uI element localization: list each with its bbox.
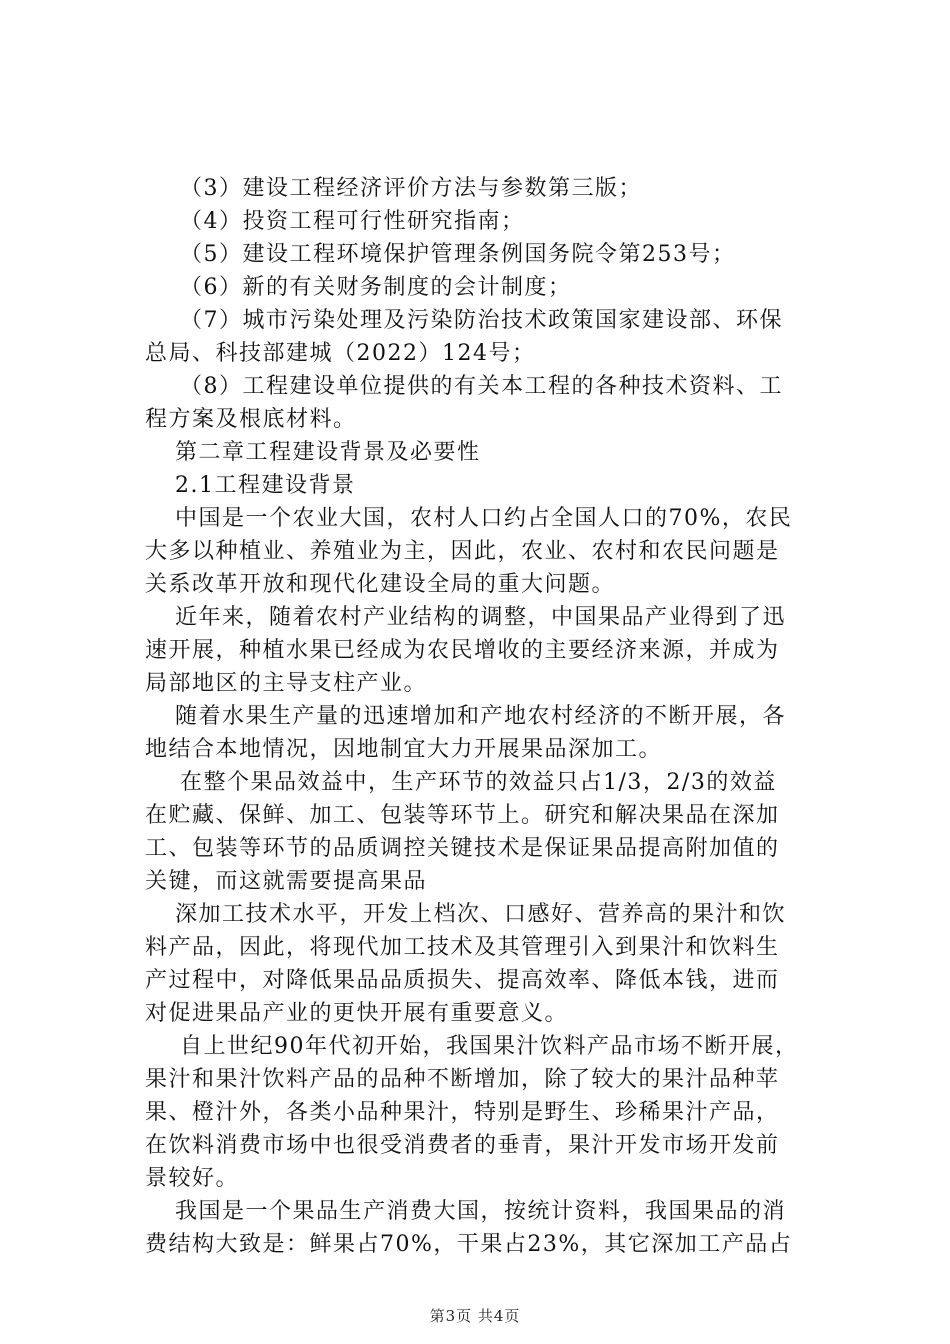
text-line: 费结构大致是：鲜果占70%，干果占23%，其它深加工产品占 (145, 1232, 793, 1257)
text-line: 总局、科技部建城（2022）124号； (145, 341, 536, 366)
text-line: （7）城市污染处理及污染防治技术政策国家建设部、环保 (180, 308, 783, 333)
section-heading: 2.1工程建设背景 (175, 473, 356, 498)
text-line: （4）投资工程可行性研究指南； (180, 209, 525, 234)
text-line: 关键，而这就需要提高果品 (145, 869, 428, 894)
text-line: 在饮料消费市场中也很受消费者的垂青，果汁开发市场开发前 (145, 1133, 780, 1158)
text-line: 随着水果生产量的迅速增加和产地农村经济的不断开展，各 (175, 704, 787, 729)
text-line: （6）新的有关财务制度的会计制度； (180, 275, 572, 300)
text-line: 工、包装等环节的品质调控关键技术是保证果品提高附加值的 (145, 836, 780, 861)
chapter-heading: 第二章工程建设背景及必要性 (175, 440, 481, 465)
text-line: （5）建设工程环境保护管理条例国务院令第253号； (180, 242, 736, 267)
text-line: 关系改革开放和现代化建设全局的重大问题。 (145, 572, 616, 597)
text-line: 产过程中，对降低果品品质损失、提高效率、降低本钱，进而 (145, 968, 780, 993)
text-line: 料产品，因此，将现代加工技术及其管理引入到果汁和饮料生 (145, 935, 780, 960)
page-footer: 第3页 共4页 (429, 1307, 521, 1325)
text-line: 自上世纪90年代初开始，我国果汁饮料产品市场不断开展， (180, 1034, 799, 1059)
text-line: 程方案及根底材料。 (145, 407, 357, 432)
text-line: 大多以种植业、养殖业为主，因此，农业、农村和农民问题是 (145, 539, 780, 564)
text-line: （8）工程建设单位提供的有关本工程的各种技术资料、工 (180, 374, 783, 399)
text-line: （3）建设工程经济评价方法与参数第三版； (180, 176, 642, 201)
text-line: 在整个果品效益中，生产环节的效益只占1/3，2/3的效益 (180, 770, 777, 795)
text-line: 速开展，种植水果已经成为农民增收的主要经济来源，并成为 (145, 638, 780, 663)
text-line: 在贮藏、保鲜、加工、包装等环节上。研究和解决果品在深加 (145, 803, 780, 828)
text-line: 果、橙汁外，各类小品种果汁，特别是野生、珍稀果汁产品， (145, 1100, 780, 1125)
text-line: 深加工技术水平，开发上档次、口感好、营养高的果汁和饮 (175, 902, 787, 927)
text-line: 地结合本地情况，因地制宜大力开展果品深加工。 (145, 737, 663, 762)
body-text (145, 172, 835, 1261)
text-line: 我国是一个果品生产消费大国，按统计资料，我国果品的消 (175, 1199, 787, 1224)
text-line: 景较好。 (145, 1166, 240, 1191)
text-line: 近年来，随着农村产业结构的调整，中国果品产业得到了迅 (175, 605, 787, 630)
text-line: 中国是一个农业大国，农村人口约占全国人口的70%，农民 (175, 506, 793, 531)
text-line: 局部地区的主导支柱产业。 (145, 671, 428, 696)
text-line: 对促进果品产业的更快开展有重要意义。 (145, 1001, 569, 1026)
text-line: 果汁和果汁饮料产品的品种不断增加，除了较大的果汁品种苹 (145, 1067, 780, 1092)
